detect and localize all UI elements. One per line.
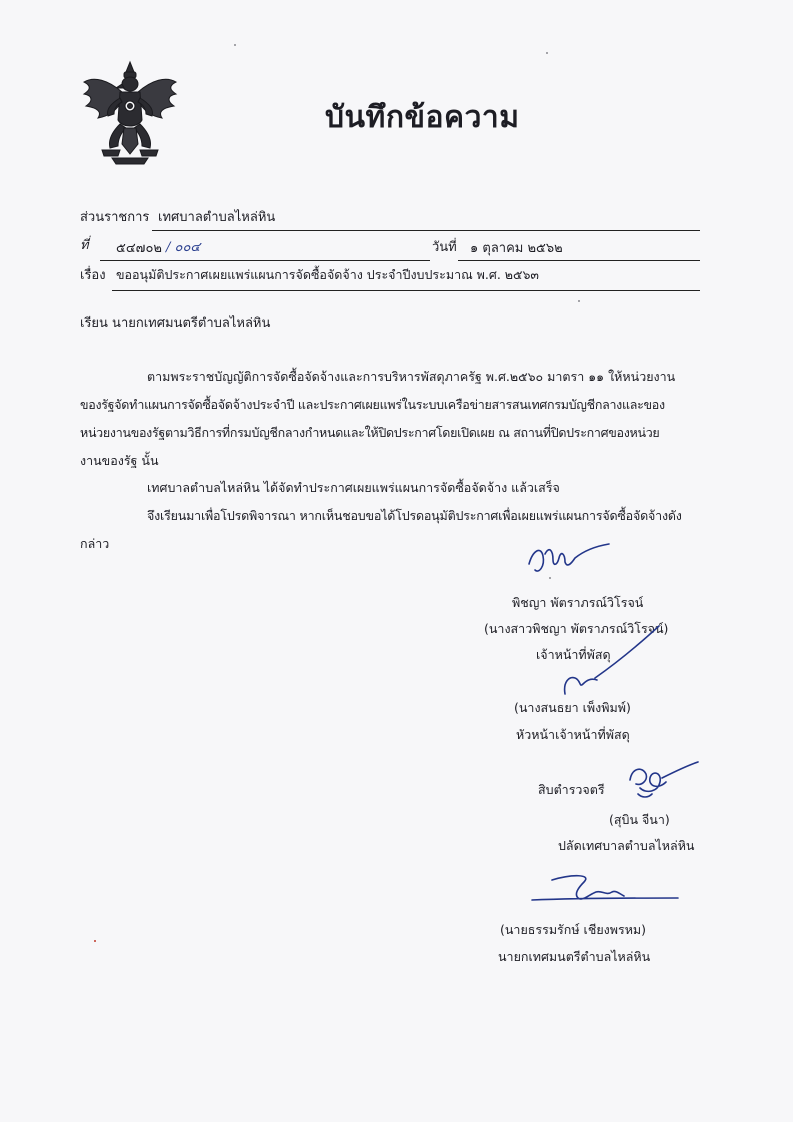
signer-2-fullname: (นางสนธยา เพ็งพิมพ์): [514, 700, 631, 715]
ref-label: ที่: [80, 238, 89, 253]
subject-value: ขออนุมัติประกาศเผยแพร่แผนการจัดซื้อจัดจ้าง ประจำปีงบประมาณ พ.ศ. ๒๕๖๓: [116, 267, 539, 282]
body-p3-line-1: จึงเรียนมาเพื่อโปรดพิจารณา หากเห็นชอบขอได้โปรดอนุมัติประกาศเพื่อเผยแพร่แผนการจัดซื้อจัดจ้างดัง: [147, 508, 682, 523]
signer-2-title: หัวหน้าเจ้าหน้าที่พัสดุ: [516, 727, 630, 742]
body-p3-line-2: กล่าว: [80, 536, 110, 551]
body-p1-line-4: งานของรัฐ นั้น: [80, 453, 159, 468]
date-label: วันที่: [432, 240, 457, 255]
signer-4-fullname: (นายธรรมรักษ์ เชียงพรหม): [500, 922, 647, 937]
body-p1-line-3: หน่วยงานของรัฐตามวิธีการที่กรมบัญชีกลางกำหนดและให้ปิดประกาศโดยเปิดเผย ณ สถานที่ปิดประกาศของหน่วย: [80, 425, 660, 440]
body-p1-line-2: ของรัฐจัดทำแผนการจัดซื้อจัดจ้างประจำปี และประกาศเผยแพร่ในระบบเครือข่ายสารสนเทศกรมบัญชีกลางและของ: [80, 397, 665, 412]
memo-title: บันทึกข้อความ: [325, 100, 520, 135]
salutation: เรียน นายกเทศมนตรีตำบลไหล่หิน: [80, 316, 271, 331]
signer-3-rank: สิบตำรวจตรี: [538, 782, 605, 797]
signature-4-icon: [512, 868, 682, 908]
signature-2-icon: [535, 620, 665, 700]
ref-value: ๕๔๗๐๒: [116, 241, 162, 256]
garuda-emblem-icon: [80, 58, 180, 166]
ref-handwritten: / ๐๐๔: [166, 240, 201, 255]
signer-1-fullname: (นางสาวพิชญา พัตราภรณ์วิโรจน์): [484, 621, 669, 636]
signer-1-name: พิชญา พัตราภรณ์วิโรจน์: [512, 595, 644, 610]
body-p2: เทศบาลตำบลไหล่หิน ได้จัดทำประกาศเผยแพร่แผนการจัดซื้อจัดจ้าง แล้วเสร็จ: [147, 480, 560, 495]
signer-3-fullname: (สุบิน จีนา): [609, 812, 670, 827]
signer-3-title: ปลัดเทศบาลตำบลไหล่หิน: [558, 838, 695, 853]
signature-1-icon: [525, 540, 615, 580]
subject-label: เรื่อง: [80, 268, 106, 283]
date-value: ๑ ตุลาคม ๒๕๖๒: [470, 241, 563, 256]
signer-4-title: นายกเทศมนตรีตำบลไหล่หิน: [498, 949, 651, 964]
agency-label: ส่วนราชการ: [80, 210, 150, 225]
signer-1-title: เจ้าหน้าที่พัสดุ: [536, 647, 611, 662]
agency-value: เทศบาลตำบลไหล่หิน: [158, 210, 276, 225]
body-p1-line-1: ตามพระราชบัญญัติการจัดซื้อจัดจ้างและการบริหารพัสดุภาครัฐ พ.ศ.๒๕๖๐ มาตรา ๑๑ ให้หน่วยงาน: [147, 369, 676, 384]
signature-3-icon: [622, 758, 702, 800]
